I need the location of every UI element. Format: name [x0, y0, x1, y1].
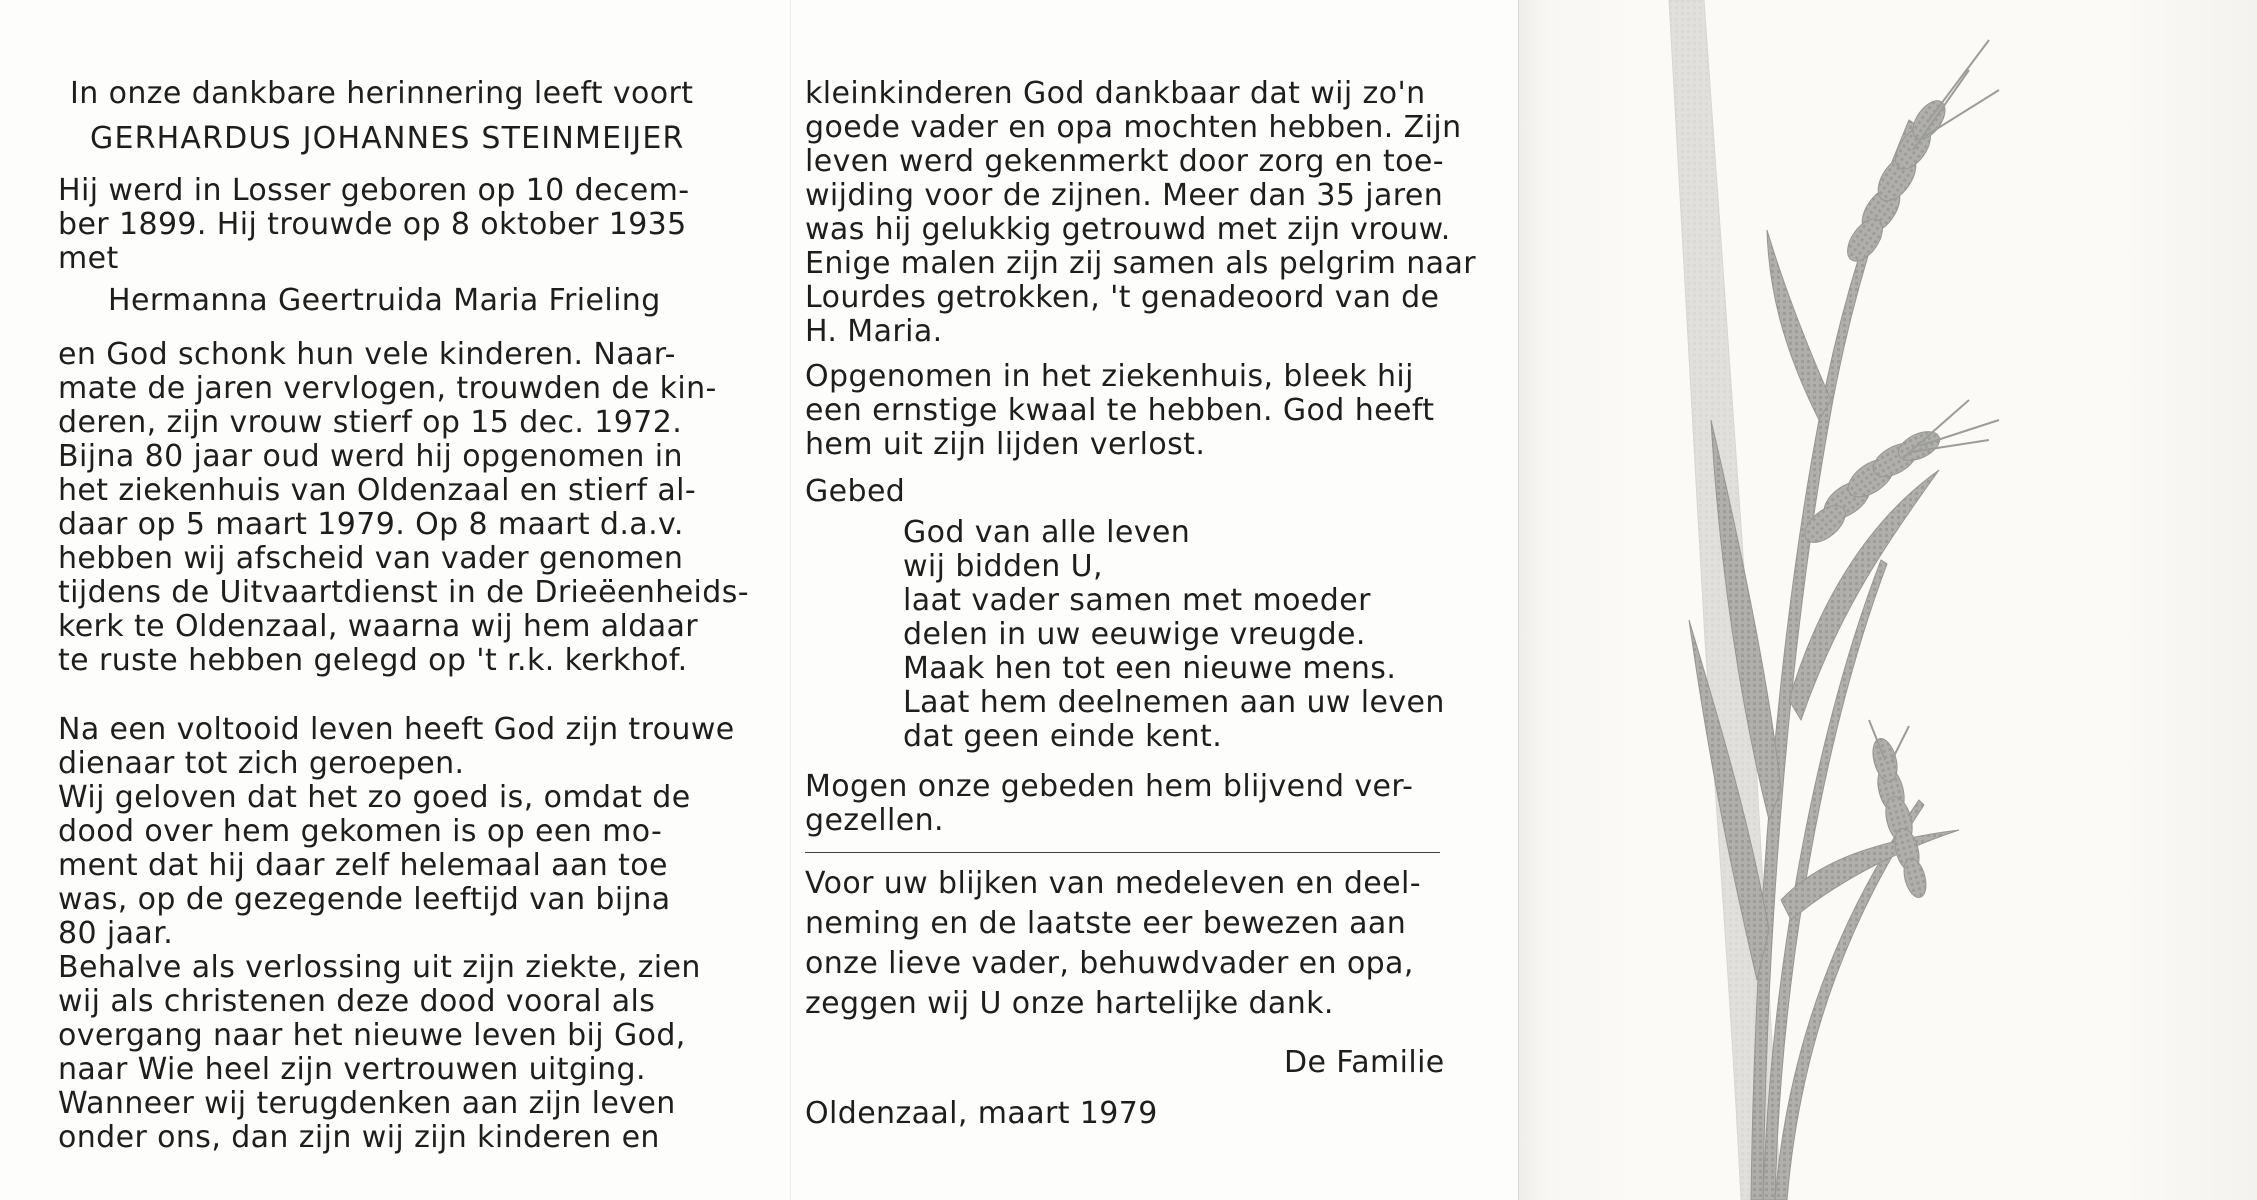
continuation-line: goede vader en opa mochten hebben. Zijn	[805, 110, 1462, 145]
hospital-line: hem uit zijn lijden verlost.	[805, 427, 1206, 462]
life-line: deren, zijn vrouw stierf op 15 dec. 1972.	[58, 405, 683, 440]
faith-line: was, op de gezegende leeftijd van bijna	[58, 882, 671, 917]
life-line: tijdens de Uitvaartdienst in de Drieëenheids-	[58, 575, 749, 610]
middle-panel	[790, 0, 1519, 1200]
divider-rule	[805, 852, 1440, 853]
prayer-line: wij bidden U,	[903, 549, 1103, 584]
continuation-line: Lourdes getrokken, 't genadeoord van de	[805, 280, 1440, 315]
continuation-line: kleinkinderen God dankbaar dat wij zo'n	[805, 76, 1426, 111]
left-panel	[0, 0, 790, 1200]
faith-line: Na een voltooid leven heeft God zijn trouwe	[58, 712, 735, 747]
closing-prayer-line: Mogen onze gebeden hem blijvend ver-	[805, 769, 1414, 804]
life-line: Bijna 80 jaar oud werd hij opgenomen in	[58, 439, 683, 474]
birth-line: Hij werd in Losser geboren op 10 decem-	[58, 173, 690, 208]
continuation-line: was hij gelukkig getrouwd met zijn vrouw.	[805, 212, 1451, 247]
faith-line: 80 jaar.	[58, 916, 174, 951]
thanks-line: onze lieve vader, behuwdvader en opa,	[805, 946, 1414, 981]
signature: De Familie	[1284, 1045, 1445, 1080]
life-line: kerk te Oldenzaal, waarna wij hem aldaar	[58, 609, 699, 644]
deceased-name: GERHARDUS JOHANNES STEINMEIJER	[90, 121, 685, 156]
place-date: Oldenzaal, maart 1979	[805, 1096, 1158, 1131]
thanks-line: neming en de laatste eer bewezen aan	[805, 906, 1407, 941]
prayer-line: laat vader samen met moeder	[903, 583, 1371, 618]
faith-line: wij als christenen deze dood vooral als	[58, 984, 656, 1019]
thanks-line: Voor uw blijken van medeleven en deel-	[805, 866, 1421, 901]
faith-line: dienaar tot zich geroepen.	[58, 746, 465, 781]
faith-line: overgang naar het nieuwe leven bij God,	[58, 1018, 686, 1053]
life-line: mate de jaren vervlogen, trouwden de kin-	[58, 371, 717, 406]
hospital-line: Opgenomen in het ziekenhuis, bleek hij	[805, 359, 1414, 394]
faith-line: dood over hem gekomen is op een mo-	[58, 814, 663, 849]
birth-line: ber 1899. Hij trouwde op 8 oktober 1935	[58, 207, 687, 242]
prayer-line: Maak hen tot een nieuwe mens.	[903, 651, 1397, 686]
dedication-heading: In onze dankbare herinnering leeft voort	[70, 76, 694, 111]
faith-line: Wanneer wij terugdenken aan zijn leven	[58, 1086, 676, 1121]
right-panel	[1518, 0, 2257, 1200]
closing-prayer-line: gezellen.	[805, 803, 944, 838]
prayer-title: Gebed	[805, 474, 906, 509]
continuation-line: H. Maria.	[805, 314, 943, 349]
faith-line: Behalve als verlossing uit zijn ziekte, zien	[58, 950, 701, 985]
prayer-line: Laat hem deelnemen aan uw leven	[903, 685, 1445, 720]
continuation-line: Enige malen zijn zij samen als pelgrim naar	[805, 246, 1476, 281]
prayer-line: God van alle leven	[903, 515, 1191, 550]
life-line: het ziekenhuis van Oldenzaal en stierf al-	[58, 473, 697, 508]
life-line: en God schonk hun vele kinderen. Naar-	[58, 337, 676, 372]
faith-line: naar Wie heel zijn vertrouwen uitging.	[58, 1052, 646, 1087]
spouse-name: Hermanna Geertruida Maria Frieling	[108, 283, 661, 318]
thanks-line: zeggen wij U onze hartelijke dank.	[805, 986, 1334, 1021]
prayer-line: dat geen einde kent.	[903, 719, 1223, 754]
prayer-line: delen in uw eeuwige vreugde.	[903, 617, 1366, 652]
hospital-line: een ernstige kwaal te hebben. God heeft	[805, 393, 1435, 428]
life-line: hebben wij afscheid van vader genomen	[58, 541, 684, 576]
faith-line: Wij geloven dat het zo goed is, omdat de	[58, 780, 691, 815]
continuation-line: leven werd gekenmerkt door zorg en toe-	[805, 144, 1445, 179]
faith-line: onder ons, dan zijn wij zijn kinderen en	[58, 1120, 660, 1155]
continuation-line: wijding voor de zijnen. Meer dan 35 jaren	[805, 178, 1444, 213]
faith-line: ment dat hij daar zelf helemaal aan toe	[58, 848, 668, 883]
life-line: te ruste hebben gelegd op 't r.k. kerkhof.	[58, 643, 688, 678]
birth-line: met	[58, 241, 119, 276]
wheat-stalk-icon	[1519, 0, 2257, 1200]
life-line: daar op 5 maart 1979. Op 8 maart d.a.v.	[58, 507, 684, 542]
